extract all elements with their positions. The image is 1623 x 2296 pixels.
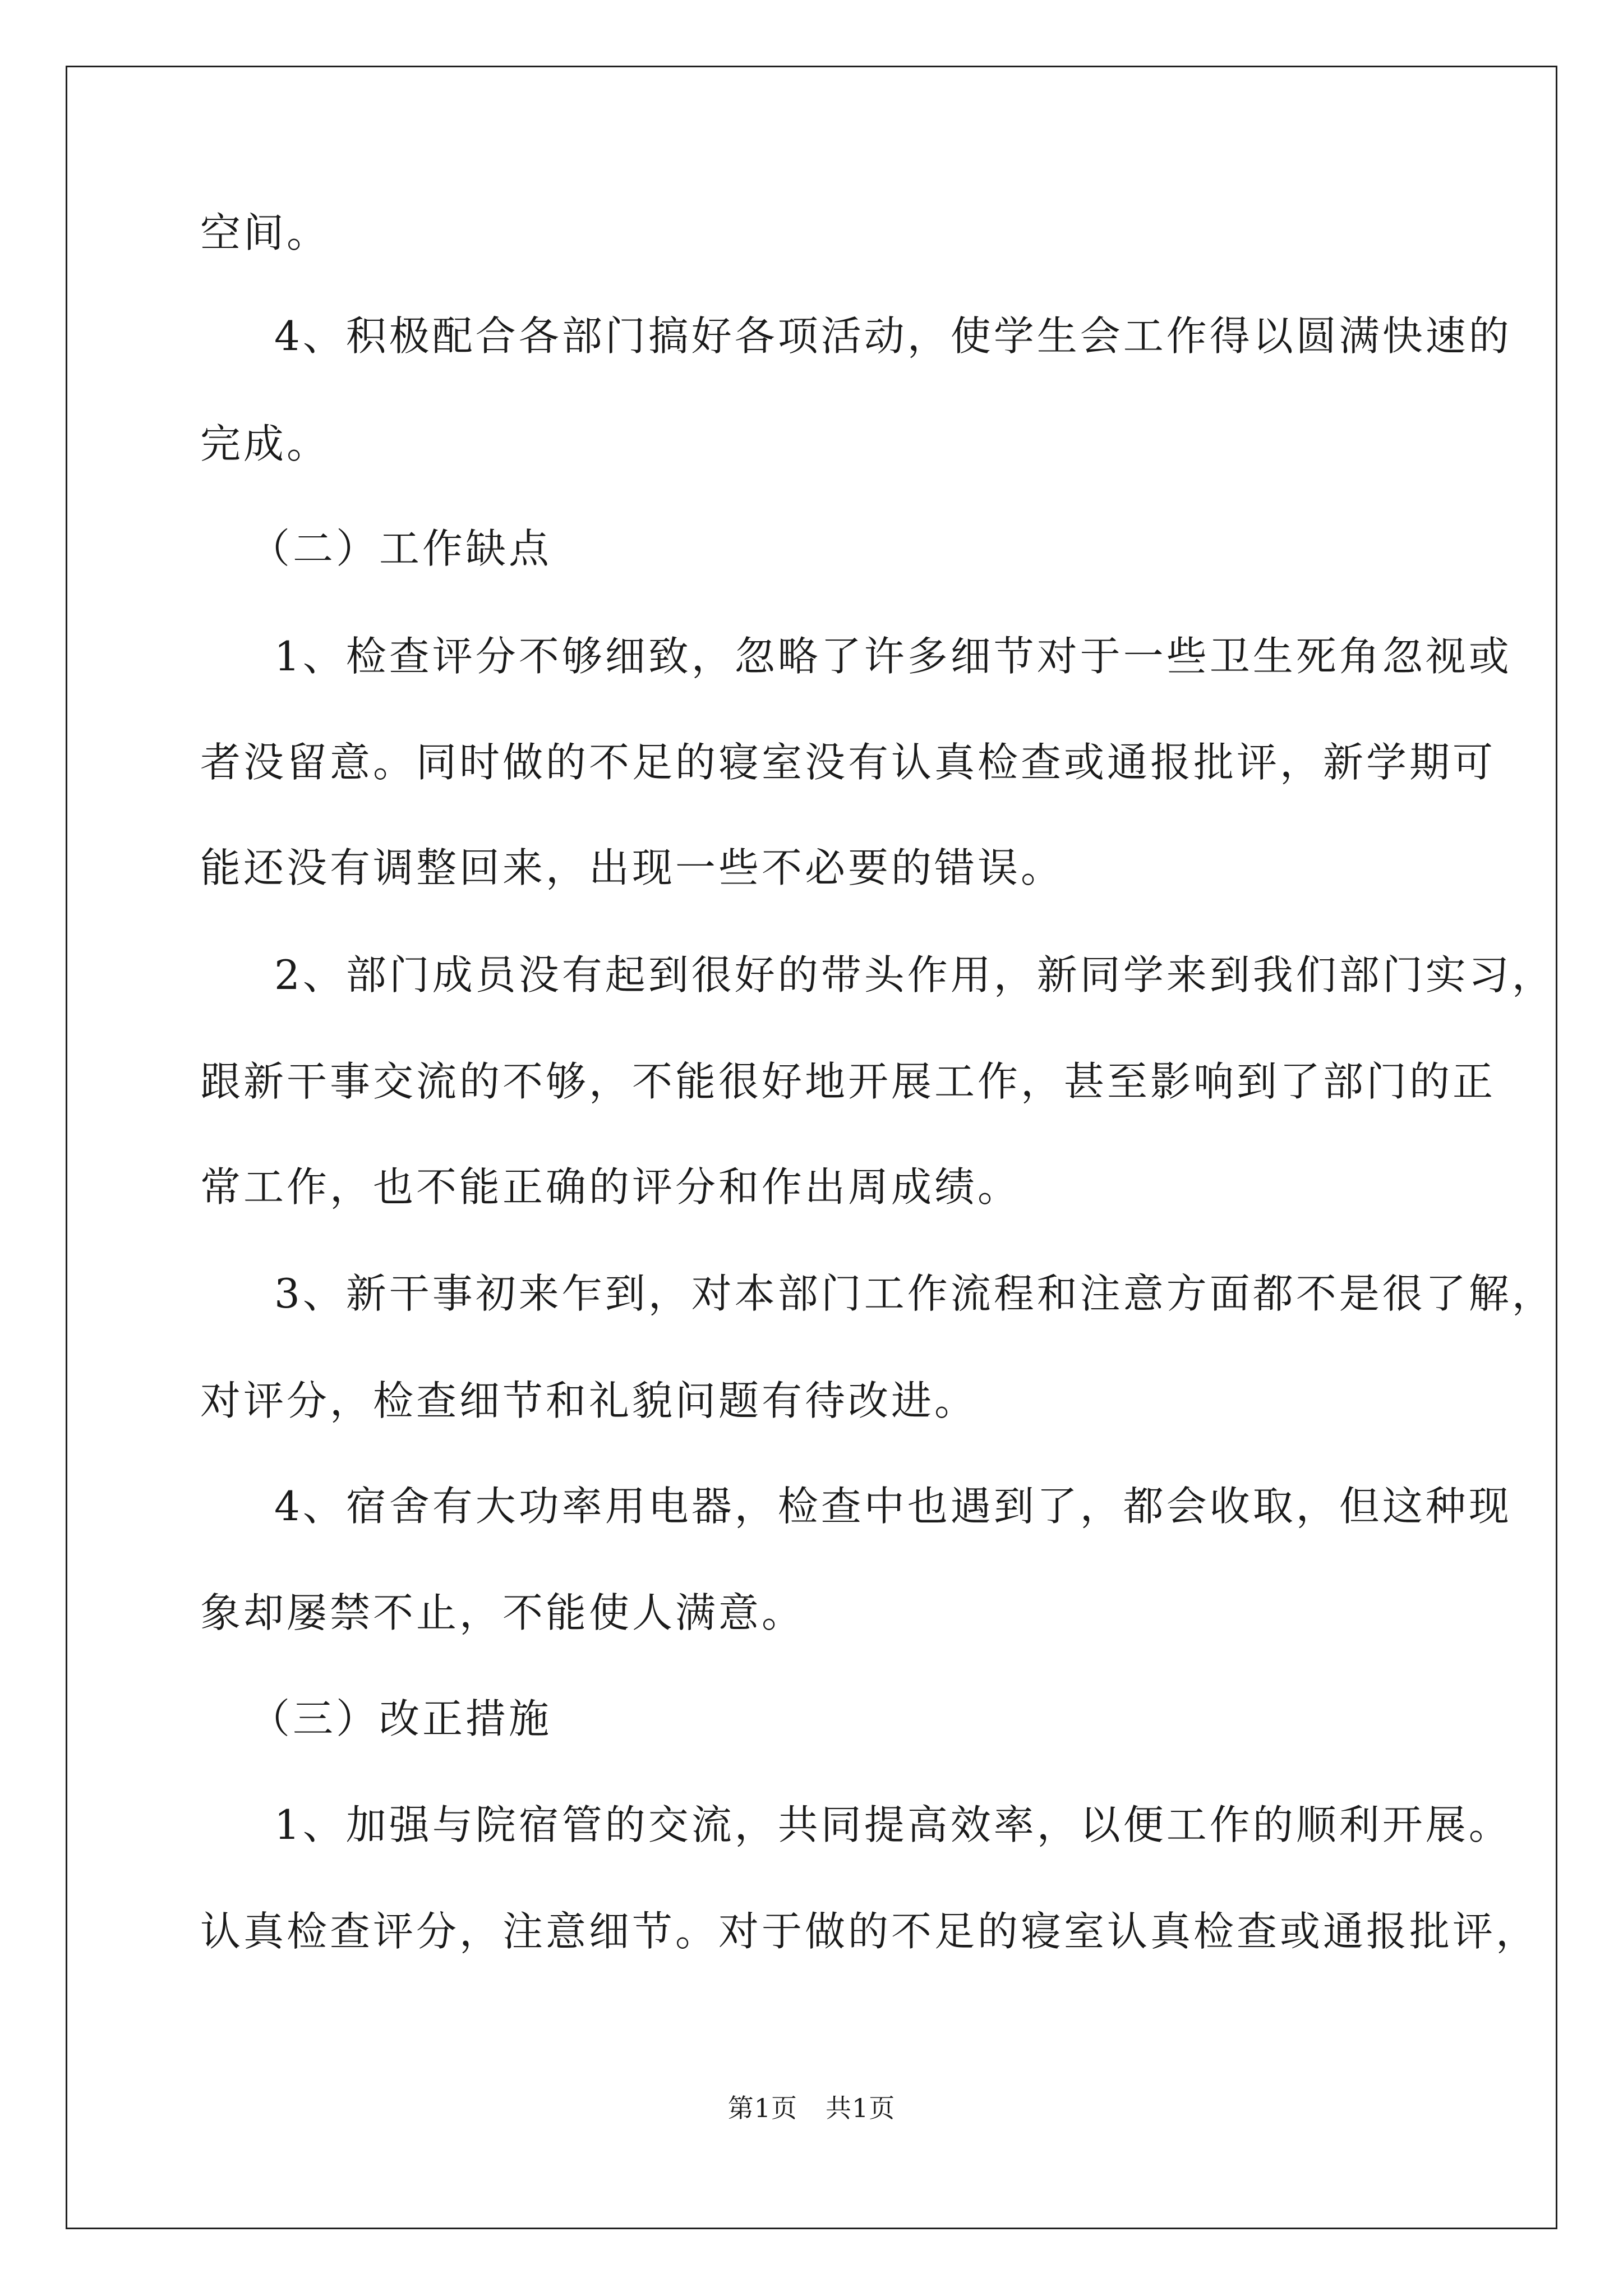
text-line: 者没留意。同时做的不足的寝室没有认真检查或通报批评，新学期可 [200, 739, 1496, 786]
text-line: 跟新干事交流的不够，不能很好地开展工作，甚至影响到了部门的正 [200, 1058, 1496, 1105]
text-line: 象却屡禁不止，不能使人满意。 [200, 1589, 805, 1636]
text-line: 4、积极配合各部门搞好各项活动，使学生会工作得以圆满快速的 [274, 312, 1512, 360]
section-heading: （三）改正措施 [250, 1695, 552, 1742]
text-line: 3、新干事初来乍到，对本部门工作流程和注意方面都不是很了解， [274, 1270, 1555, 1317]
text-line: 1、加强与院宿管的交流，共同提高效率，以便工作的顺利开展。 [274, 1801, 1512, 1848]
page-footer [0, 2091, 1623, 2125]
section-heading: （二）工作缺点 [250, 525, 552, 572]
text-line: 对评分，检查细节和礼貌问题有待改进。 [200, 1377, 978, 1424]
page-total: 共1页 [826, 2093, 896, 2123]
text-line: 认真检查评分，注意细节。对于做的不足的寝室认真检查或通报批评， [200, 1908, 1539, 1955]
text-line: 4、宿舍有大功率用电器，检查中也遇到了，都会收取，但这种现 [274, 1483, 1512, 1530]
page-border [66, 66, 1557, 2229]
text-line: 空间。 [200, 209, 330, 256]
text-line: 能还没有调整回来，出现一些不必要的错误。 [200, 844, 1064, 891]
text-line: 常工作，也不能正确的评分和作出周成绩。 [200, 1163, 1021, 1211]
page-number: 第1页 [727, 2093, 797, 2123]
text-line: 完成。 [200, 420, 330, 467]
text-line: 2、部门成员没有起到很好的带头作用，新同学来到我们部门实习， [274, 951, 1555, 999]
text-line: 1、检查评分不够细致，忽略了许多细节对于一些卫生死角忽视或 [274, 633, 1512, 680]
